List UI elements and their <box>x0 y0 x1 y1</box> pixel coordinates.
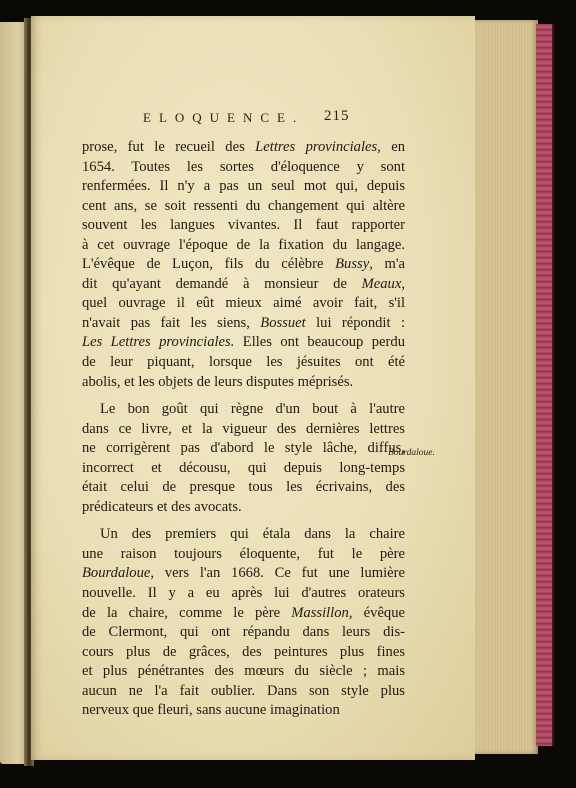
text-line: une raison toujours éloquente, fut le père <box>82 545 405 562</box>
text-line: prédicateurs et des avocats. <box>82 498 242 515</box>
paragraph <box>82 400 405 517</box>
text-line: dit qu'ayant demandé à monsieur de Meaux, <box>82 275 405 292</box>
text-line: était celui de presque tous les écrivains, des <box>82 479 405 496</box>
page-header <box>31 108 475 128</box>
text-line: cent ans, se soit ressenti du changement qui altère <box>82 197 405 214</box>
text-line: Un des premiers qui étala dans la chaire <box>100 526 405 543</box>
italic-term: Bossuet <box>260 314 306 331</box>
italic-term: Bussy <box>335 256 370 273</box>
text-line: 1654. Toutes les sortes d'éloquence y sont <box>82 158 405 175</box>
page-edges <box>474 20 538 754</box>
italic-term: Les Lettres provinciales. <box>82 334 235 351</box>
italic-term: Lettres provinciales <box>255 139 378 155</box>
text-line: prose, fut le recueil des Lettres provinciales, en <box>82 139 405 155</box>
text-line: Les Lettres provinciales. Elles ont beaucoup perdu <box>82 334 405 351</box>
text-line: ne corrigèrent pas d'abord le style lâche, diffus, <box>82 440 405 457</box>
paragraph <box>82 138 405 392</box>
text-line: Bourdaloue, vers l'an 1668. Ce fut une lumière <box>82 565 405 582</box>
italic-term: Meaux <box>361 275 402 292</box>
text-line: aucun ne l'a fait oublier. Dans son style plus <box>82 682 405 699</box>
text-line: dans ce livre, et la vigueur des dernières lettres <box>82 420 405 437</box>
text-line: Le bon goût qui règne d'un bout à l'autre <box>100 401 405 418</box>
text-line: de la chaire, comme le père Massillon, évêque <box>82 604 405 621</box>
running-head: ELOQUENCE. <box>143 110 305 125</box>
italic-term: Bourdaloue <box>82 565 151 582</box>
text-line: et plus pénétrantes des mœurs du siècle ; mais <box>82 663 405 680</box>
text-line: nouvelle. Il y a eu après lui d'autres orateurs <box>82 585 405 602</box>
text-line: cours plus de grâces, des peintures plus fines <box>82 643 405 660</box>
book-cover-edge <box>536 24 554 746</box>
text-line: nerveux que fleuri, sans aucune imagination <box>82 702 340 719</box>
text-line: à cet ouvrage l'époque de la fixation du langage. <box>82 236 405 253</box>
text-line: quel ouvrage il eût mieux aimé avoir fait, s'il <box>82 295 405 312</box>
text-line: de Clermont, qui ont répandu dans leurs dis- <box>82 624 405 641</box>
text-line: incorrect et décousu, qui depuis long-temps <box>82 459 405 476</box>
body-text <box>82 138 405 721</box>
text-line: de leur piquant, lorsque les jésuites ont été <box>82 354 405 371</box>
text-line: abolis, et les objets de leurs disputes méprisés. <box>82 373 354 390</box>
page-number: 215 <box>324 108 350 124</box>
book-page <box>31 16 475 760</box>
italic-term: Massillon <box>291 604 349 621</box>
text-line: renfermées. Il n'y a pas un seul mot qui, depuis <box>82 178 405 195</box>
text-line: L'évêque de Luçon, fils du célèbre Bussy, m'a <box>82 256 405 273</box>
paragraph <box>82 525 405 720</box>
margin-note: Bourdaloue. <box>388 448 435 458</box>
text-line: souvent les langues vivantes. Il faut rapporter <box>82 217 405 234</box>
text-line: n'avait pas fait les siens, Bossuet lui répondit : <box>82 314 406 331</box>
